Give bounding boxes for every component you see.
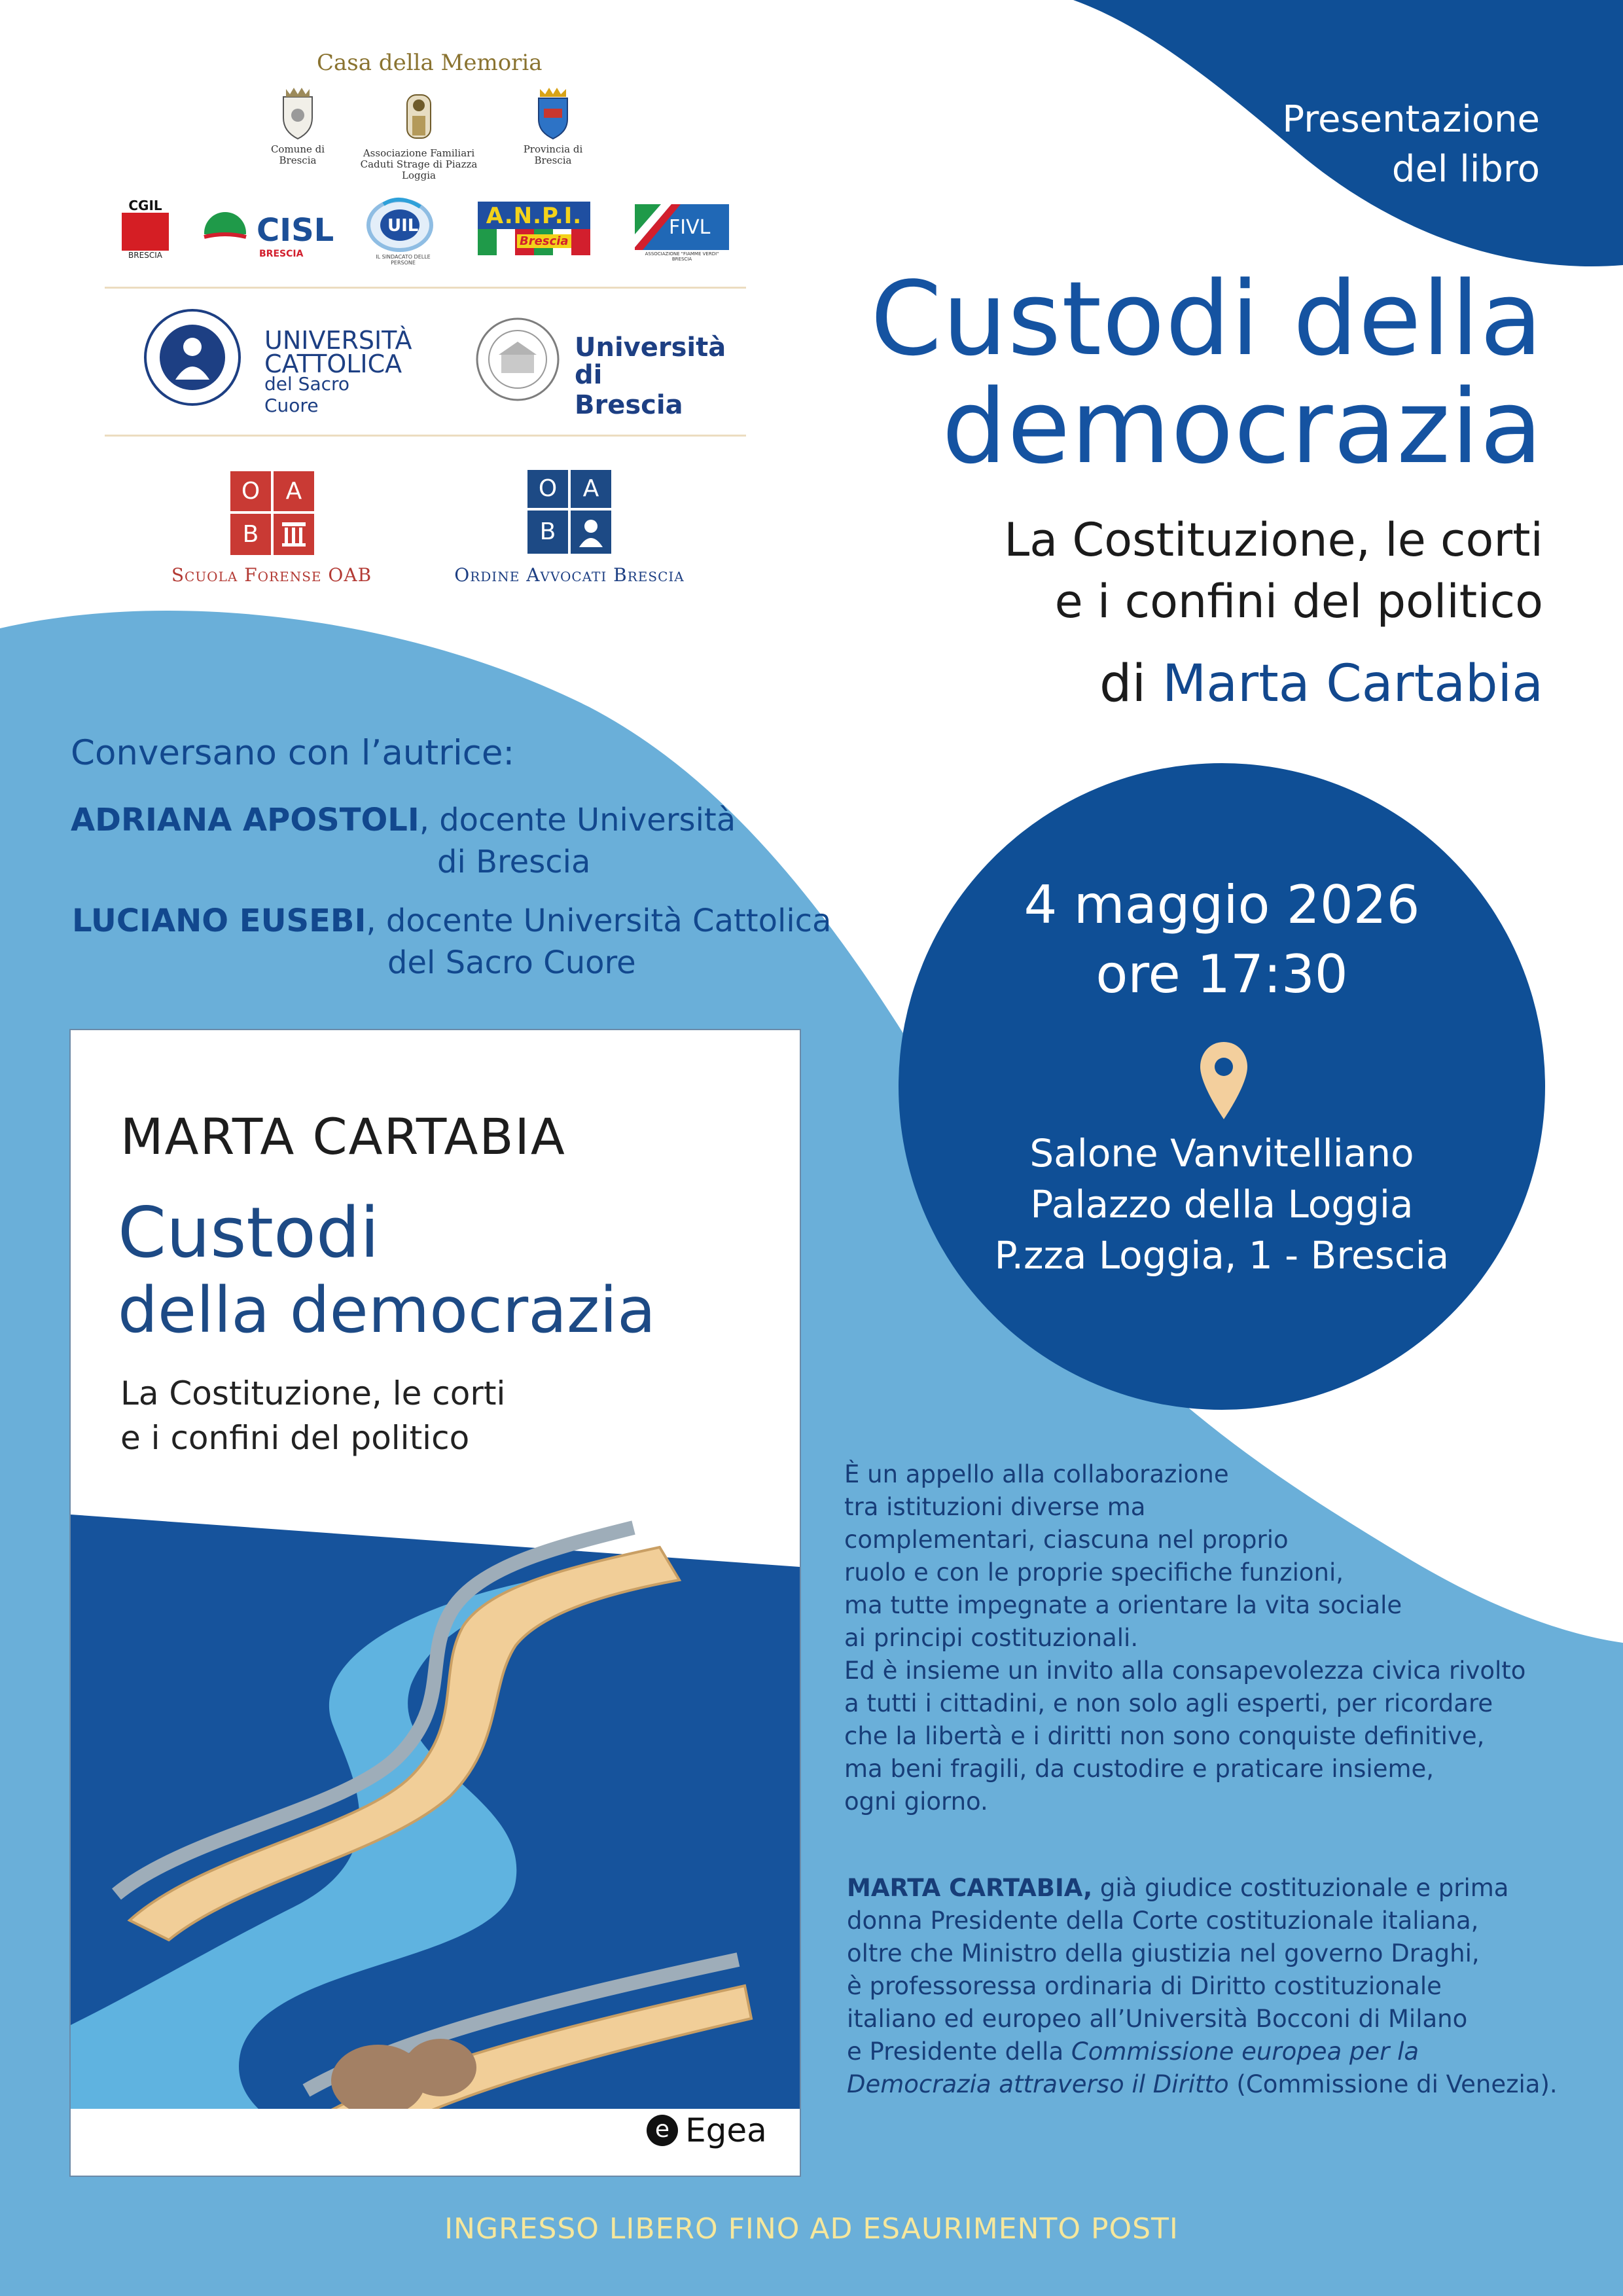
event-date: 4 maggio 2026 (1024, 874, 1420, 935)
venue-line2: Palazzo della Loggia (1030, 1182, 1414, 1227)
comune-brescia-name: Comune di Brescia (270, 143, 325, 166)
associazione-logo (353, 79, 484, 181)
event-time: ore 17:30 (1096, 944, 1348, 1005)
tile-o: O (230, 471, 271, 511)
book-title-line2: democrazia (942, 367, 1543, 486)
casa-della-memoria-label: Casa della Memoria (317, 50, 543, 76)
monument-icon (398, 79, 440, 144)
publisher-name: Egea (685, 2111, 767, 2149)
cattolica-line3: del Sacro Cuore (264, 373, 350, 416)
venue-line1: Salone Vanvitelliano (1029, 1131, 1414, 1175)
speaker-1-role-cont: di Brescia (437, 844, 591, 880)
tile-b-blue: B (527, 511, 568, 554)
publisher-logo (647, 2111, 767, 2157)
uil-sub: IL SINDACATO DELLE PERSONE (376, 254, 431, 266)
location-pin-icon (1196, 1039, 1251, 1124)
free-entry-notice: INGRESSO LIBERO FINO AD ESAURIMENTO POSTI (444, 2212, 1179, 2246)
ordine-avvocati-logo (432, 470, 707, 589)
speaker-1-name: ADRIANA APOSTOLI (71, 802, 419, 838)
description-line: Ed è insieme un invito alla consapevolezza civica rivolto (844, 1657, 1526, 1685)
cgil-text: CGIL (122, 198, 169, 213)
comune-brescia-logo (252, 85, 344, 166)
logo-divider-2 (105, 435, 746, 437)
cover-subtitle-line2: e i confini del politico (120, 1419, 470, 1457)
presentazione-line2: del libro (1391, 148, 1540, 190)
bio-line7-suffix: (Commissione di Venezia). (1228, 2070, 1558, 2098)
description-line: ma tutte impegnate a orientare la vita sociale (844, 1591, 1402, 1619)
cattolica-seal-icon (143, 308, 242, 407)
fivl-sub: ASSOCIAZIONE "FIAMME VERDI" BRESCIA (645, 251, 719, 262)
by-prefix: di (1099, 655, 1147, 713)
presentazione-label (1282, 95, 1540, 194)
unibs-logo (475, 317, 726, 420)
unibs-line1: Università (575, 332, 726, 363)
description-line: complementari, ciascuna nel proprio (844, 1526, 1289, 1554)
cattolica-line2: CATTOLICA (264, 350, 402, 378)
bio-line3: oltre che Ministro della giustizia nel governo Draghi, (847, 1939, 1480, 1967)
speaker-2-name: LUCIANO EUSEBI (72, 903, 366, 939)
bio-line5: italiano ed europeo all’Università Bocconi di Milano (847, 2005, 1468, 2033)
cattolica-logo (143, 308, 412, 416)
uil-logo (364, 196, 442, 268)
oab-tile-grid (230, 471, 314, 555)
uil-text: UIL (387, 216, 419, 236)
speaker-2-role-cont: del Sacro Cuore (387, 944, 636, 981)
cattolica-line1: UNIVERSITÀ (264, 326, 412, 355)
cisl-text: CISL (257, 212, 334, 249)
description-line: che la libertà e i diritti non sono conquiste definitive, (844, 1722, 1485, 1750)
bio-name: MARTA CARTABIA, (847, 1874, 1093, 1902)
speaker-2 (72, 901, 831, 941)
presentazione-line1: Presentazione (1282, 98, 1540, 141)
provincia-brescia-name: Provincia di Brescia (523, 143, 583, 166)
venue-line3: P.zza Loggia, 1 - Brescia (994, 1233, 1450, 1278)
cover-title-line2: della democrazia (118, 1274, 656, 1347)
bio-line2: donna Presidente della Corte costituzionale italiana, (847, 1907, 1479, 1935)
bio-line4: è professoressa ordinaria di Diritto costituzionale (847, 1972, 1442, 2000)
unibs-seal-icon (475, 317, 560, 402)
description-line: ogni giorno. (844, 1787, 988, 1816)
columns-icon (274, 514, 314, 556)
book-author-line (1099, 655, 1543, 713)
cover-title-line1: Custodi (118, 1193, 380, 1273)
speaker-1 (71, 800, 736, 840)
book-title (870, 259, 1543, 486)
bio-line6-italic: Commissione europea per la (1071, 2037, 1419, 2066)
speaker-2-role: , docente Università Cattolica (366, 903, 832, 939)
anpi-logo (478, 202, 590, 255)
associazione-name: Associazione Familiari Caduti Strage di Piazza Loggia (360, 147, 478, 181)
speaker-1-role: , docente Università (419, 802, 736, 838)
cisl-mark-icon (200, 208, 250, 254)
fivl-logo (635, 204, 729, 262)
scuola-forense-name: Scuola Forense OAB (171, 564, 372, 586)
cisl-sub: BRESCIA (259, 249, 304, 259)
description-line: ai principi costituzionali. (844, 1624, 1139, 1652)
book-subtitle-line2: e i confini del politico (1054, 575, 1543, 628)
ordine-avvocati-name: Ordine Avvocati Brescia (454, 564, 685, 586)
description-line: a tutti i cittadini, e non solo agli esperti, per ricordare (844, 1689, 1493, 1717)
tile-a-blue: A (571, 470, 611, 508)
speakers-intro: Conversano con l’autrice: (71, 733, 515, 773)
egea-e-icon: e (647, 2115, 678, 2146)
author-bio (847, 1872, 1558, 2101)
tile-a: A (274, 471, 314, 511)
book-subtitle-line1: La Costituzione, le corti (1004, 513, 1543, 567)
fivl-text: FIVL (669, 216, 711, 239)
book-description (844, 1458, 1525, 1818)
book-cover-image (69, 1029, 801, 2177)
cisl-logo (200, 208, 338, 260)
unibs-line2: di Brescia (575, 360, 683, 420)
anpi-sub: Brescia (517, 234, 571, 248)
provincia-brescia-logo (507, 85, 599, 166)
description-line: ruolo e con le proprie specifiche funzioni, (844, 1558, 1344, 1587)
description-line: tra istituzioni diverse ma (844, 1493, 1146, 1521)
oab-tile-grid-blue (527, 470, 611, 554)
description-line: È un appello alla collaborazione (844, 1460, 1229, 1488)
cover-subtitle-line1: La Costituzione, le corti (120, 1374, 506, 1412)
logo-divider-1 (105, 287, 746, 289)
crest-icon (277, 85, 319, 140)
provincia-crest-icon (532, 85, 574, 140)
author-name: Marta Cartabia (1162, 655, 1543, 713)
scuola-forense-logo (164, 471, 380, 589)
tile-o-blue: O (527, 470, 568, 508)
book-title-line1: Custodi della (870, 259, 1543, 378)
book-subtitle (1004, 509, 1543, 632)
cover-author: MARTA CARTABIA (120, 1107, 566, 1166)
portrait-icon (571, 511, 611, 554)
cover-illustration (71, 1488, 800, 2169)
tile-b: B (230, 514, 271, 556)
bio-line7-italic: Democrazia attraverso il Diritto (847, 2070, 1229, 2098)
cgil-sub: BRESCIA (128, 251, 162, 260)
cgil-logo (122, 200, 169, 260)
bio-line1: già giudice costituzionale e prima (1092, 1874, 1509, 1902)
description-line: ma beni fragili, da custodire e praticare insieme, (844, 1755, 1435, 1783)
bio-line6-prefix: e Presidente della (847, 2037, 1071, 2066)
anpi-text: A.N.P.I. (486, 203, 582, 229)
